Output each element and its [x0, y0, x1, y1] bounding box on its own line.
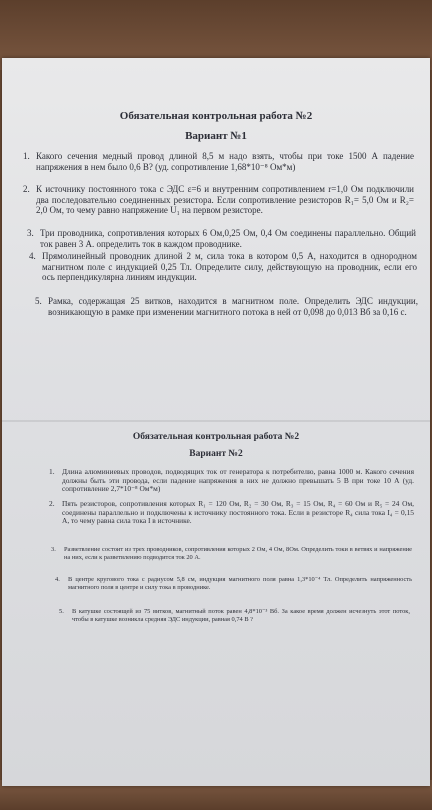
v2-task-5-num: 5.: [59, 608, 64, 615]
v1-task-5-text: Рамка, содержащая 25 витков, находится в магнитном поле. Определить ЭДС индукции, возникающую в рамке при изменении магнитного потока в ней от 0,098 до 0,013 Вб за 0,16 с.: [48, 296, 418, 317]
v1-task-4-num: 4.: [29, 251, 36, 261]
v1-task-4-text: Прямолинейный проводник длиной 2 м, сила тока в котором 0,5 А, находится в однородном магнитном поле с индукцией 0,25 Тл. Определите силу, действующую на проводник, если его ось перпендикулярна линиям индукции.: [42, 251, 417, 283]
paper-sheet: [2, 58, 430, 786]
v1-task-5: [35, 296, 418, 317]
v2-task-2-text: Пять резисторов, сопротивления которых R₁ = 120 Ом, R₂ = 30 Ом, R₃ = 15 Ом, R₄ = 60 Ом и R₅ = 24 Ом, соединены параллельно и подключены к источнику постоянного тока. Если в резисторе R₄ сила тока I₄ = 0,15 А, то чему равна сила тока I в источнике.: [62, 499, 414, 526]
v1-task-5-num: 5.: [35, 296, 42, 306]
v2-task-1-num: 1.: [49, 467, 55, 476]
v2-task-2: [49, 499, 414, 526]
variant-2-title: Вариант №2: [189, 449, 243, 459]
v1-task-3-num: 3.: [27, 228, 34, 238]
v2-task-5: [59, 608, 410, 623]
v1-task-4: [29, 251, 417, 283]
v1-task-3-text: Три проводника, сопротивления которых 6 Ом,0,25 Ом, 0,4 Ом соединены параллельно. Общий ток равен 3 А. определить ток в каждом проводнике.: [40, 228, 416, 249]
v2-task-4: [55, 576, 412, 591]
v2-task-4-text: В центре кругового тока с радиусом 5,8 см, индукция магнитного поля равна 1,3*10⁻⁴ Тл. Определить напряженность магнитного поля в центре и силу тока в проводнике.: [68, 576, 412, 591]
v2-task-1-text: Длина алюминиевых проводов, подводящих ток от генератора к потребителю, равна 1000 м. Какого сечения должны быть эти провода, если падение напряжения в них не должно превышать 5 В при токе 10 А (уд. сопротивление 2,7*10⁻⁸ Ом*м): [62, 467, 414, 494]
v1-task-1: [23, 151, 414, 172]
v2-task-3-num: 3.: [51, 546, 56, 553]
v1-task-1-text: Какого сечения медный провод длиной 8,5 м надо взять, чтобы при токе 1500 А падение напряжения в нем было 0,6 В? (уд. сопротивление 1,68*10⁻⁸ Ом*м): [36, 151, 414, 172]
v1-task-3: [27, 228, 416, 249]
variant-1-title: Вариант №1: [185, 130, 247, 142]
v2-task-3: [51, 546, 412, 561]
v2-task-5-text: В катушке состоящей из 75 витков, магнитный поток равен 4,8*10⁻³ Вб. За какое время должен исчезнуть этот поток, чтобы в катушке возникла средняя ЭДС индукции, равная 0,74 В ?: [72, 608, 410, 623]
v1-task-1-num: 1.: [23, 151, 30, 161]
v1-task-2: [23, 184, 414, 216]
v2-task-4-num: 4.: [55, 576, 60, 583]
v1-task-2-text: К источнику постоянного тока с ЭДС ε=6 и внутренним сопротивлением r=1,0 Ом подключили два последовательно соединенных резистора. Если сопротивление резисторов R₁= 5,0 Ом и R₂= 2,0 Ом, то чему равно напряжение U₁ на первом резисторе.: [36, 184, 414, 216]
v1-task-2-num: 2.: [23, 184, 30, 194]
work-title-variant-2: Обязательная контрольная работа №2: [132, 432, 300, 442]
v2-task-2-num: 2.: [49, 499, 55, 508]
paper-fold: [2, 420, 430, 422]
v2-task-3-text: Разветвление состоит из трех проводников, сопротивления которых 2 Ом, 4 Ом, 8Ом. Определить токи в ветвях и напряжение на них, если к разветвлению подводится ток 20 А.: [64, 546, 412, 561]
work-title-variant-1: Обязательная контрольная работа №2: [119, 110, 313, 122]
v2-task-1: [49, 467, 414, 494]
